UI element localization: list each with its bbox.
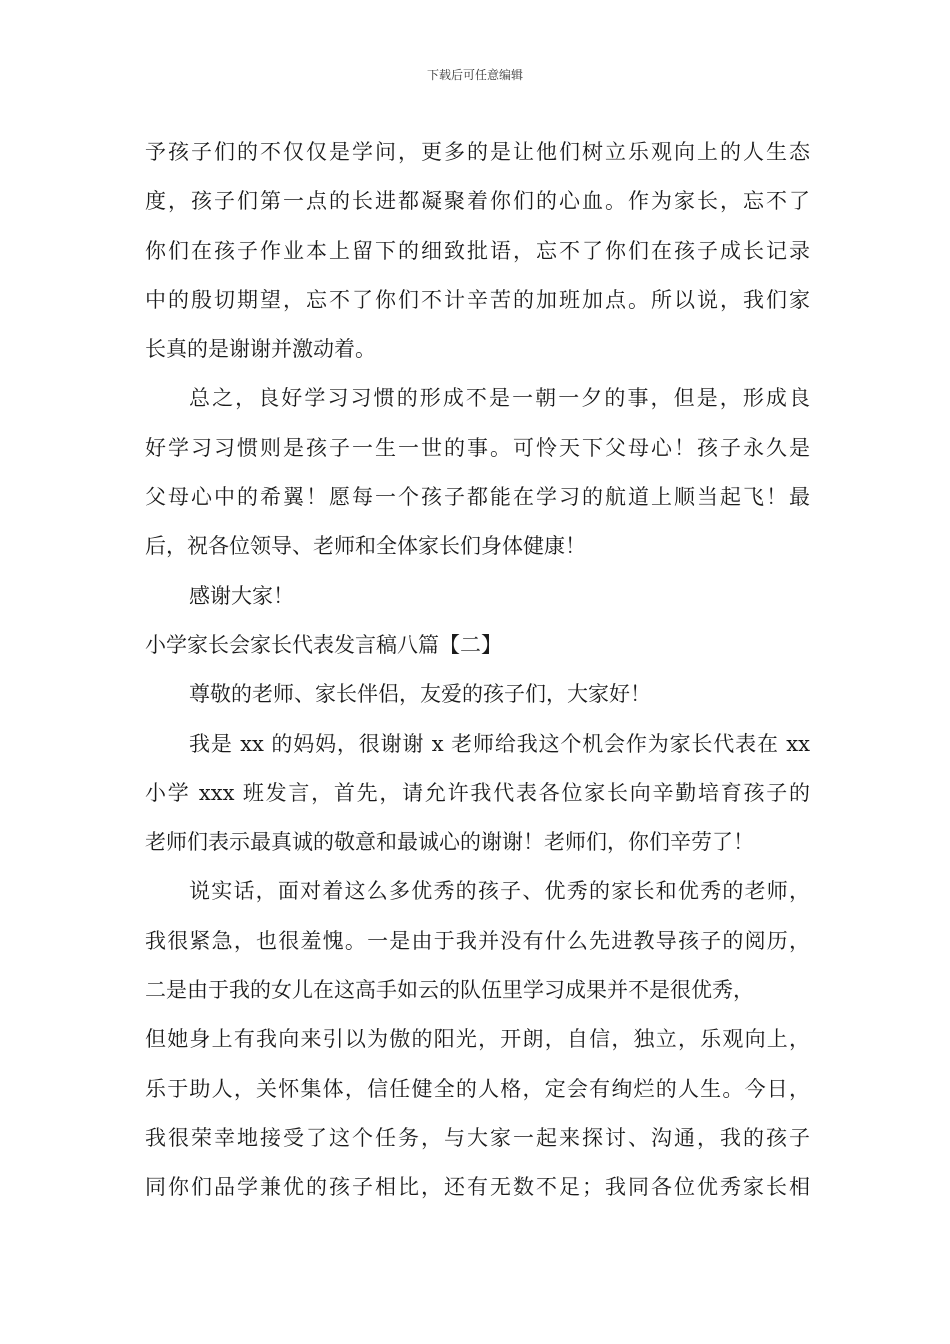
text-line: 我很紧急，也很羞愧。一是由于我并没有什么先进教导孩子的阅历， <box>145 928 810 953</box>
page-header: 下载后可任意编辑 <box>426 68 523 82</box>
text-line: 同你们品学兼优的孩子相比，还有无数不足；我同各位优秀家长相 <box>145 1175 810 1200</box>
text-line: 小学家长会家长代表发言稿八篇【二】 <box>145 632 502 657</box>
text-line: 你们在孩子作业本上留下的细致批语，忘不了你们在孩子成长记录 <box>145 238 810 263</box>
text-line: 乐于助人，关怀集体，信任健全的人格，定会有绚烂的人生。今日， <box>145 1076 810 1101</box>
text-line: 后，祝各位领导、老师和全体家长们身体健康！ <box>145 534 586 559</box>
text-line: 说实话，面对着这么多优秀的孩子、优秀的家长和优秀的老师， <box>189 879 810 904</box>
text-line: 二是由于我的女儿在这高手如云的队伍里学习成果并不是很优秀， <box>145 978 754 1003</box>
text-line: 小学 xxx 班发言，首先，请允许我代表各位家长向辛勤培育孩子的 <box>145 780 810 805</box>
text-line: 父母心中的希翼！愿每一个孩子都能在学习的航道上顺当起飞！最 <box>145 485 810 510</box>
text-line: 尊敬的老师、家长伴侣，友爱的孩子们，大家好！ <box>189 682 651 707</box>
text-line: 度，孩子们第一点的长进都凝聚着你们的心血。作为家长，忘不了 <box>145 189 810 214</box>
text-line: 总之，良好学习习惯的形成不是一朝一夕的事，但是，形成良 <box>189 386 810 411</box>
text-line: 长真的是谢谢并激动着。 <box>145 337 376 362</box>
document-body <box>145 128 810 1213</box>
text-line: 但她身上有我向来引以为傲的阳光，开朗，自信，独立，乐观向上， <box>145 1027 810 1052</box>
text-line: 我是 xx 的妈妈，很谢谢 x 老师给我这个机会作为家长代表在 xx <box>189 731 810 756</box>
text-line: 我很荣幸地接受了这个任务，与大家一起来探讨、沟通，我的孩子 <box>145 1125 810 1150</box>
text-line: 老师们表示最真诚的敬意和最诚心的谢谢！老师们，你们辛劳了！ <box>145 830 754 855</box>
text-line: 感谢大家！ <box>189 583 294 608</box>
text-line: 予孩子们的不仅仅是学问，更多的是让他们树立乐观向上的人生态 <box>145 140 810 164</box>
text-line: 中的殷切期望，忘不了你们不计辛苦的加班加点。所以说，我们家 <box>145 287 810 312</box>
text-line: 好学习习惯则是孩子一生一世的事。可怜天下父母心！孩子永久是 <box>145 435 810 460</box>
